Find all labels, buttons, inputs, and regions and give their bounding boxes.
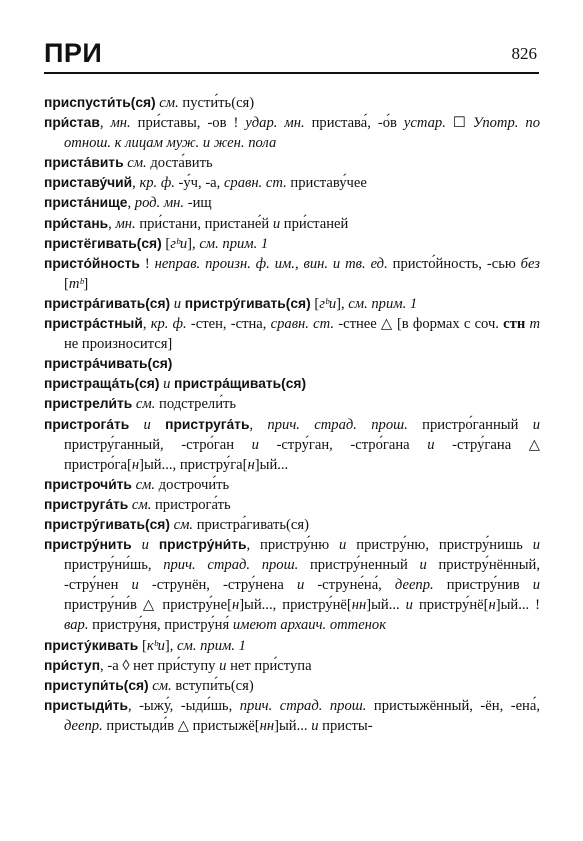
entry-text: ]ый..., пристру́нё[ [239, 597, 352, 614]
headword: пристра́гивать(ся) [44, 295, 171, 311]
dictionary-entry [44, 193, 540, 213]
grammar-note: вар. [64, 617, 89, 634]
grammar-note: прич. страд. прош. [267, 416, 408, 433]
grammar-note: Употр. по отнош. к лицам муж. и жен. пола [64, 115, 541, 152]
headword: при́ступ [44, 657, 101, 673]
dictionary-entry [44, 254, 540, 294]
entry-text: присты- [318, 717, 373, 734]
entry-text: присто́йность, -сью [387, 255, 521, 272]
entry-text: , -а ◊ нет при́ступу [100, 657, 220, 674]
grammar-note: неправ. произн. ф. им., вин. и тв. ед. [154, 255, 388, 272]
entry-text: ! [139, 255, 155, 272]
headword: пристру́нить [44, 537, 132, 553]
dictionary-entry [44, 475, 540, 495]
entry-text: пристыжённый, -ён, -ена́, [366, 697, 540, 714]
grammar-note: и [131, 537, 159, 554]
grammar-note: кᵇи [146, 637, 165, 654]
grammar-note: нн [351, 597, 367, 614]
entry-text: -стру́ган, -стро́гана [258, 436, 428, 453]
entry-text: [ [138, 637, 147, 654]
dictionary-entry [44, 535, 540, 635]
entry-text: доста́вить [150, 155, 213, 172]
headword: приструга́ть [44, 496, 129, 512]
entry-text: ]ый..., пристру́га[ [139, 456, 248, 473]
dictionary-entry [44, 636, 540, 656]
headword: пристру́ни́ть [158, 537, 247, 553]
headword: при́став [44, 115, 100, 131]
entry-text: дострочи́ть [158, 476, 230, 493]
entry-text: ]ый... [254, 456, 289, 473]
grammar-note: см. [155, 95, 183, 111]
headword: пристра́чивать(ся) [44, 356, 173, 372]
headword: пристраща́ть(ся) [44, 376, 160, 392]
dictionary-entry [44, 394, 540, 414]
entry-text: ], [187, 235, 200, 252]
entry-text: пристру́ни́в △ пристру́не[ [64, 597, 232, 614]
running-head-title: ПРИ [44, 38, 103, 68]
dictionary-entry [44, 696, 540, 736]
entry-text: пристру́нив [433, 577, 533, 594]
headword: пристрога́ть [44, 416, 130, 432]
dictionary-entry [44, 656, 540, 676]
grammar-note: удар. мн. [245, 115, 305, 132]
entry-text: пристру́нённый, -стру́нен [64, 557, 540, 594]
entry-text: , [249, 416, 268, 433]
entry-text: , [132, 175, 140, 192]
grammar-note: и [170, 295, 185, 312]
headword: приспусти́ть(ся) [44, 95, 156, 110]
entry-text: пристра́гивать(ся) [196, 516, 309, 533]
grammar-note: сравн. ст. [270, 316, 335, 333]
entry-text: пристру́ня, пристру́ня́ [88, 617, 233, 634]
grammar-note: и [339, 537, 347, 554]
grammar-note: и [131, 577, 139, 594]
entry-text: пристрога́ть [155, 496, 231, 513]
grammar-note: кр. ф. [139, 175, 175, 192]
entry-text: при́ставы, -ов ! [130, 115, 246, 132]
grammar-note: кр. ф. [150, 316, 187, 333]
grammar-note: см. прим. 1 [177, 637, 246, 654]
dictionary-entry [44, 214, 540, 234]
dictionary-entry [44, 354, 540, 374]
entry-text: ], [336, 295, 349, 312]
headword: приста́вить [44, 155, 124, 171]
grammar-note: и [311, 717, 319, 734]
entry-text: пристру́ненный [298, 557, 420, 574]
headword: приста́нище [44, 195, 128, 211]
entry-text: пристро́ганный [407, 416, 533, 433]
entry-text: , пристру́ню [246, 537, 340, 554]
grammar-note: и [532, 537, 540, 554]
entry-text: -ищ [184, 195, 212, 212]
page-number: 826 [511, 44, 537, 63]
entry-text: пристыди́в △ пристыжё[ [102, 717, 260, 734]
dictionary-entry [44, 314, 540, 354]
dictionary-entry [44, 294, 540, 314]
grammar-note: см. [169, 516, 197, 533]
headword: пристру́гивать(ся) [44, 516, 170, 532]
grammar-note: устар. [403, 115, 446, 132]
grammar-note: и [405, 597, 413, 614]
grammar-note: сравн. ст. [223, 175, 287, 192]
entry-text: пристру́ни́шь, [64, 557, 164, 574]
grammar-note: и [532, 416, 541, 433]
grammar-note: и [159, 376, 175, 393]
grammar-note: прич. страд. прош. [163, 557, 299, 574]
dictionary-entry [44, 113, 540, 153]
dictionary-entry [44, 93, 540, 113]
entry-text: пристру́ганный, -стро́ган [64, 436, 252, 453]
headword: присту́кивать [44, 637, 139, 653]
grammar-note: см. [131, 476, 159, 493]
headword: пристрочи́ть [44, 476, 132, 492]
grammar-note: без [520, 255, 540, 272]
dictionary-entry [44, 415, 540, 475]
headword: пристыди́ть [44, 697, 128, 713]
entry-text: -стнее △ [в формах с соч. [334, 316, 504, 333]
dictionary-entry [44, 173, 540, 193]
grammar-note: и [251, 436, 259, 453]
entry-text: [ [64, 275, 69, 292]
grammar-note: н [488, 597, 496, 614]
entry-text: ☐ [445, 115, 473, 132]
entry-text: при́станей [280, 215, 349, 232]
grammar-note: см. прим. 1 [199, 235, 269, 252]
entry-text: ]ый... [366, 597, 406, 614]
grammar-note: и [272, 215, 281, 232]
grammar-note: гᵇи [170, 235, 188, 252]
entry-text: стн [503, 316, 526, 333]
headword: приструга́ть [165, 416, 250, 432]
grammar-note: род. мн. [134, 195, 185, 212]
header-rule [44, 72, 539, 74]
grammar-note: и [532, 577, 541, 594]
headword: пристрели́ть [44, 396, 133, 412]
grammar-note: см. [132, 396, 160, 413]
grammar-note: см. прим. 1 [348, 295, 418, 312]
grammar-note: деепр. [394, 577, 434, 594]
headword: присто́йность [44, 255, 140, 271]
grammar-note: нн [259, 717, 275, 734]
grammar-note: см. [148, 677, 176, 694]
entry-text: -стру́гана △ пристро́га[ [64, 436, 540, 473]
grammar-note: н [131, 456, 140, 473]
dictionary-entry [44, 234, 540, 254]
entry-text: -у́ч, -а, [174, 175, 224, 192]
grammar-note: мн. [115, 215, 136, 232]
entry-text: , [108, 215, 116, 232]
dictionary-entry [44, 374, 540, 394]
dictionary-entry [44, 676, 540, 696]
dictionary-entry [44, 515, 540, 535]
headword: пристёгивать(ся) [44, 235, 162, 251]
headword: пристра́стный [44, 316, 143, 332]
entry-text: пристру́нё[ [412, 597, 489, 614]
entry-text: , [127, 195, 135, 212]
entry-text: нет при́ступа [226, 657, 312, 674]
grammar-note: и [296, 577, 305, 594]
grammar-note: гᵇи [319, 295, 337, 312]
grammar-note: и [219, 657, 227, 674]
entry-text: ], [164, 637, 178, 654]
entry-text: [ [310, 295, 320, 312]
grammar-note: см. [128, 496, 155, 513]
entry-text: пристава́, -о́в [304, 115, 404, 132]
entry-text: [ [161, 235, 171, 252]
entry-text: , -ыжу́, -ыди́шь, [127, 697, 240, 714]
dictionary-entries [44, 93, 540, 736]
headword: приступи́ть(ся) [44, 677, 149, 693]
entry-text: ] [83, 275, 89, 292]
grammar-note: тᵇ [68, 275, 84, 292]
entry-text: -стен, -стна, [186, 316, 271, 333]
entry-text: пристру́ню, пристру́нишь [346, 537, 533, 554]
headword: при́стань [44, 215, 109, 231]
dictionary-entry [44, 495, 540, 515]
headword: пристра́щивать(ся) [174, 376, 307, 392]
grammar-note: деепр. [64, 717, 103, 734]
grammar-note: имеют архаич. оттенок [232, 617, 387, 634]
grammar-note: и [419, 557, 427, 574]
entry-text: -струнён, -стру́нена [138, 577, 297, 594]
grammar-note: прич. страд. прош. [239, 697, 367, 714]
entry-text: , [99, 115, 111, 132]
grammar-note: и [129, 416, 166, 433]
entry-text: не произносится] [64, 336, 173, 353]
entry-text: , [142, 316, 151, 333]
entry-text: приставу́чее [286, 175, 367, 192]
grammar-note: мн. [110, 115, 131, 132]
entry-text: вступи́ть(ся) [175, 677, 254, 694]
grammar-note: н [247, 456, 255, 473]
entry-text: ]ый... [274, 717, 312, 734]
running-header [44, 36, 539, 76]
dictionary-entry [44, 153, 540, 173]
grammar-note: и [427, 436, 435, 453]
entry-text: подстрели́ть [159, 396, 237, 413]
grammar-note: т [529, 316, 540, 333]
entry-text: -струне́на́, [304, 577, 395, 594]
entry-text: пусти́ть(ся) [182, 95, 255, 111]
entry-text: при́стани, пристане́й [135, 215, 273, 232]
headword: приставу́чий [44, 175, 133, 191]
entry-text: ]ый... ! [495, 597, 540, 614]
headword: пристру́гивать(ся) [184, 295, 311, 311]
grammar-note: н [231, 597, 240, 614]
grammar-note: см. [123, 155, 151, 172]
